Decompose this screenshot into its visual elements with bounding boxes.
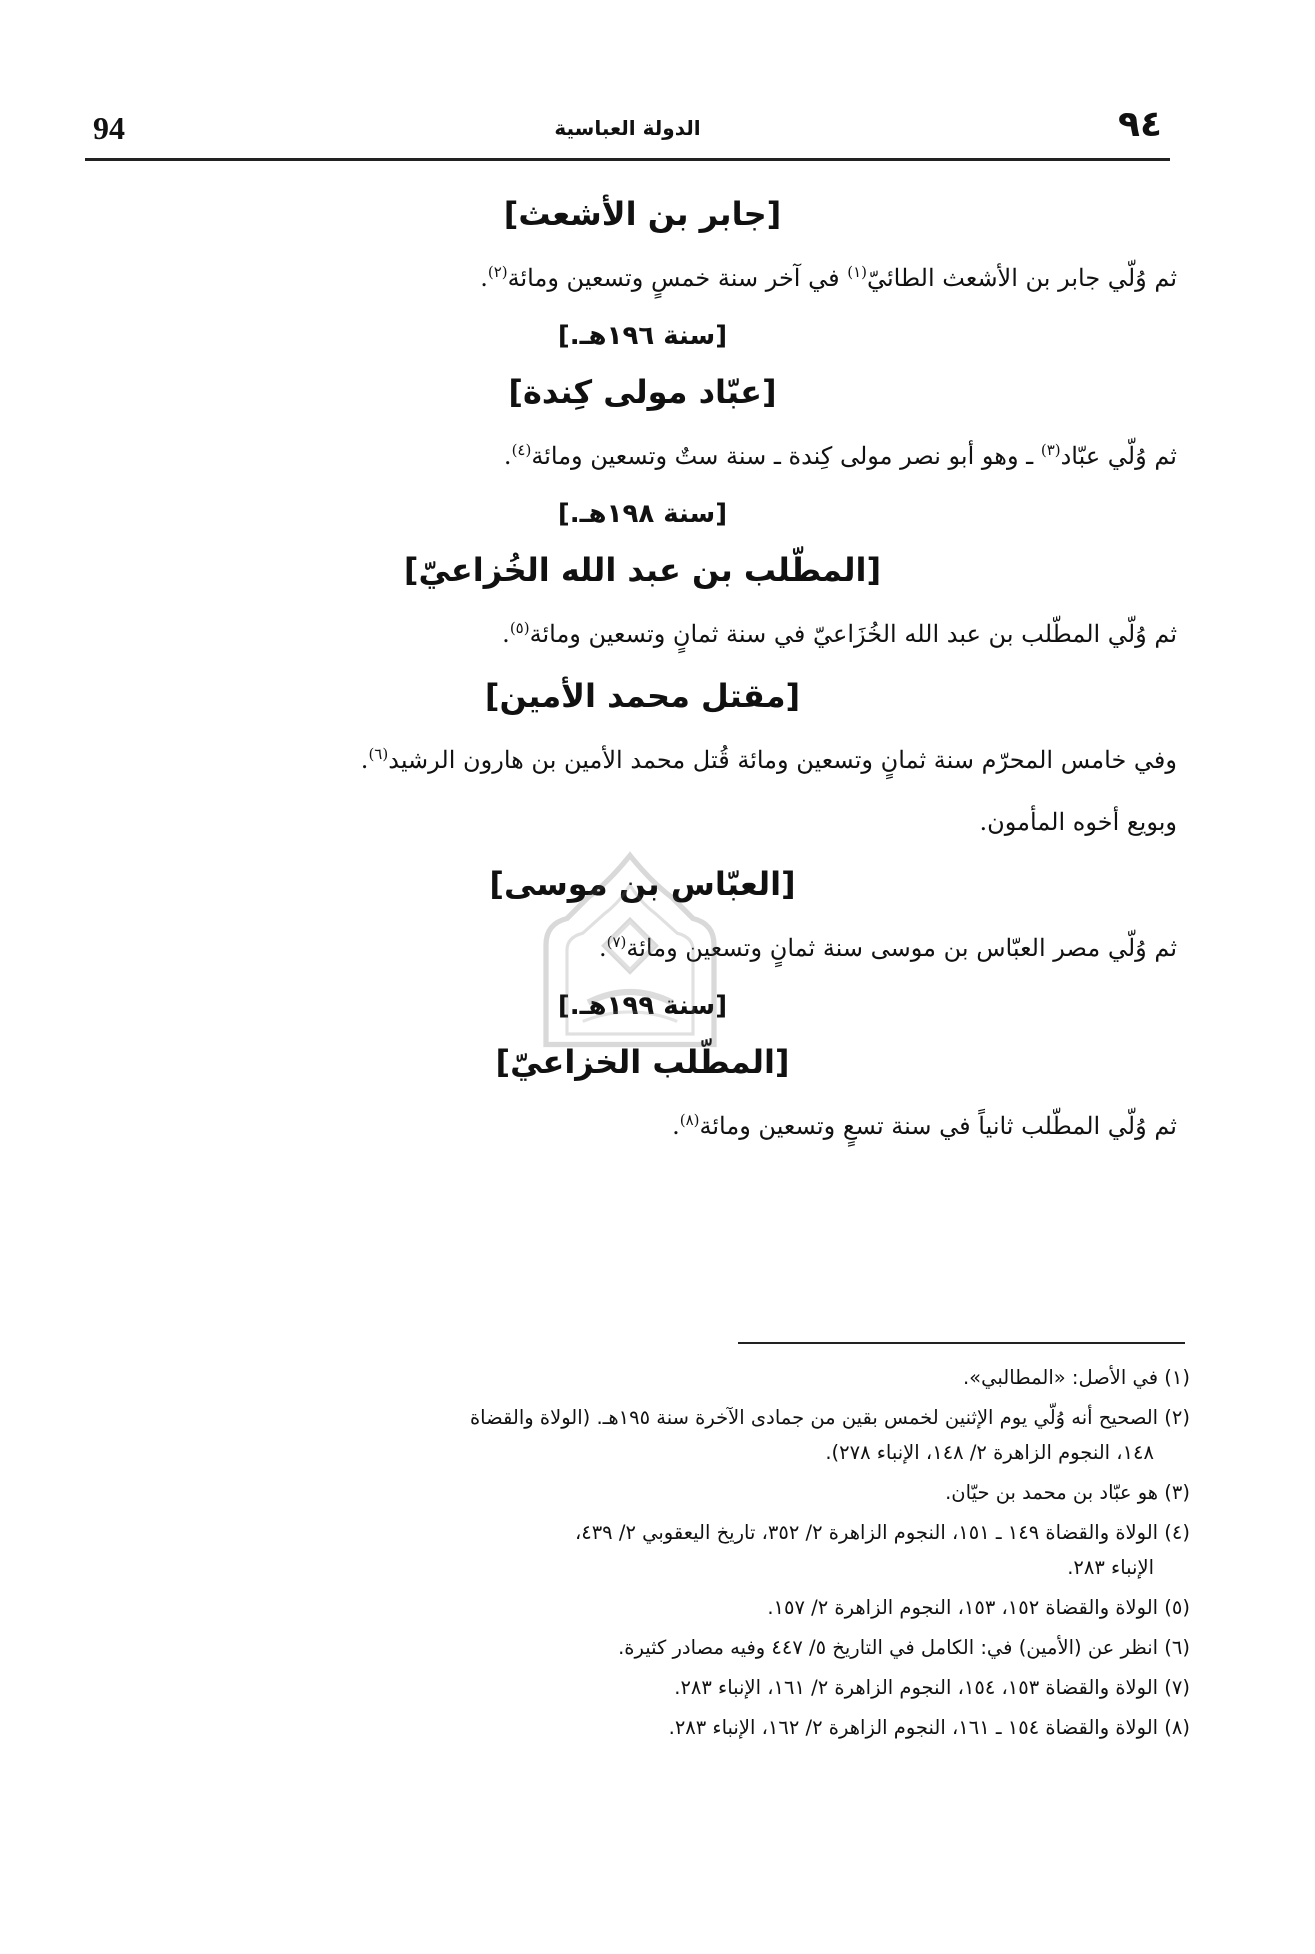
section-heading: [العبّاس بن موسى] (489, 865, 796, 903)
section-heading: [مقتل محمد الأمين] (484, 677, 801, 715)
footnote-5: (٥) الولاة والقضاة ١٥٢، ١٥٣، النجوم الزاهرة ٢/ ١٥٧. (767, 1596, 1190, 1619)
footnote-1: (١) في الأصل: «المطالبي». (962, 1366, 1190, 1389)
footnote-6: (٦) انظر عن (الأمين) في: الكامل في التاريخ ٥/ ٤٤٧ وفيه مصادر كثيرة. (618, 1636, 1190, 1659)
paragraph: ثم وُلّي مصر العبّاس بن موسى سنة ثمانٍ وتسعين ومائة$^{(٧)}$. (598, 933, 1177, 962)
section-heading: [المطّلب الخزاعيّ] (495, 1043, 790, 1081)
footnote-separator (738, 1342, 1185, 1344)
year-heading: [سنة ١٩٩هـ.] (557, 991, 728, 1021)
paragraph: وبويع أخوه المأمون. (979, 808, 1177, 836)
running-header (85, 100, 1170, 161)
library-watermark-icon (525, 845, 735, 1055)
paragraph: ثم وُلّي المطّلب ثانياً في سنة تسعٍ وتسعين ومائة$^{(٨)}$. (672, 1111, 1177, 1140)
footnote-3: (٣) هو عبّاد بن محمد بن حيّان. (945, 1481, 1190, 1504)
section-heading: [المطّلب بن عبد الله الخُزاعيّ] (403, 551, 882, 589)
year-heading: [سنة ١٩٨هـ.] (557, 499, 728, 529)
paragraph: ثم وُلّي جابر بن الأشعث الطائيّ$^{(١)}$ في آخر سنة خمسٍ وتسعين ومائة$^{(٢)}$. (480, 263, 1177, 292)
footnote-ref[interactable]: (٥) (509, 619, 530, 637)
year-heading: [سنة ١٩٦هـ.] (557, 321, 728, 351)
footnote-ref[interactable]: (١) (847, 263, 867, 281)
footnote-ref[interactable]: (٦) (368, 745, 389, 763)
footnote-8: (٨) الولاة والقضاة ١٥٤ ـ ١٦١، النجوم الزاهرة ٢/ ١٦٢، الإنباء ٢٨٣. (668, 1716, 1190, 1739)
section-heading: [عبّاد مولى كِندة] (508, 373, 777, 411)
footnote-ref[interactable]: (٣) (1040, 441, 1061, 459)
paragraph: ثم وُلّي المطّلب بن عبد الله الخُزَاعيّ في سنة ثمانٍ وتسعين ومائة$^{(٥)}$. (502, 619, 1177, 648)
footnote-4: (٤) الولاة والقضاة ١٤٩ ـ ١٥١، النجوم الزاهرة ٢/ ٣٥٢، تاريخ اليعقوبي ٢/ ٤٣٩، الإنباء ٢٨٣. (574, 1521, 1190, 1579)
running-title: الدولة العباسية (554, 116, 701, 140)
footnote-ref[interactable]: (٤) (511, 441, 532, 459)
footnote-ref[interactable]: (٨) (679, 1111, 700, 1129)
footnote-7: (٧) الولاة والقضاة ١٥٣، ١٥٤، النجوم الزاهرة ٢/ ١٦١، الإنباء ٢٨٣. (674, 1676, 1190, 1699)
paragraph: وفي خامس المحرّم سنة ثمانٍ وتسعين ومائة قُتل محمد الأمين بن هارون الرشيد$^{(٦)}$. (360, 745, 1177, 774)
footnote-ref[interactable]: (٧) (606, 933, 627, 951)
page-number-arabic: ٩٤ (1118, 104, 1162, 145)
footnotes (95, 1360, 1190, 1750)
footnote-2: (٢) الصحيح أنه وُلّي يوم الإثنين لخمس بقين من جمادى الآخرة سنة ١٩٥هـ. (الولاة والقضاة ١٤٨، النجوم الزاهرة ٢/ ١٤٨، الإنباء ٢٧٨). (469, 1406, 1190, 1464)
footnote-ref[interactable]: (٢) (487, 263, 508, 281)
page-number-latin: 94 (93, 110, 125, 146)
section-heading: [جابر بن الأشعث] (503, 195, 782, 233)
paragraph: ثم وُلّي عبّاد$^{(٣)}$ ـ وهو أبو نصر مولى كِندة ـ سنة ستٌ وتسعين ومائة$^{(٤)}$. (503, 441, 1177, 470)
